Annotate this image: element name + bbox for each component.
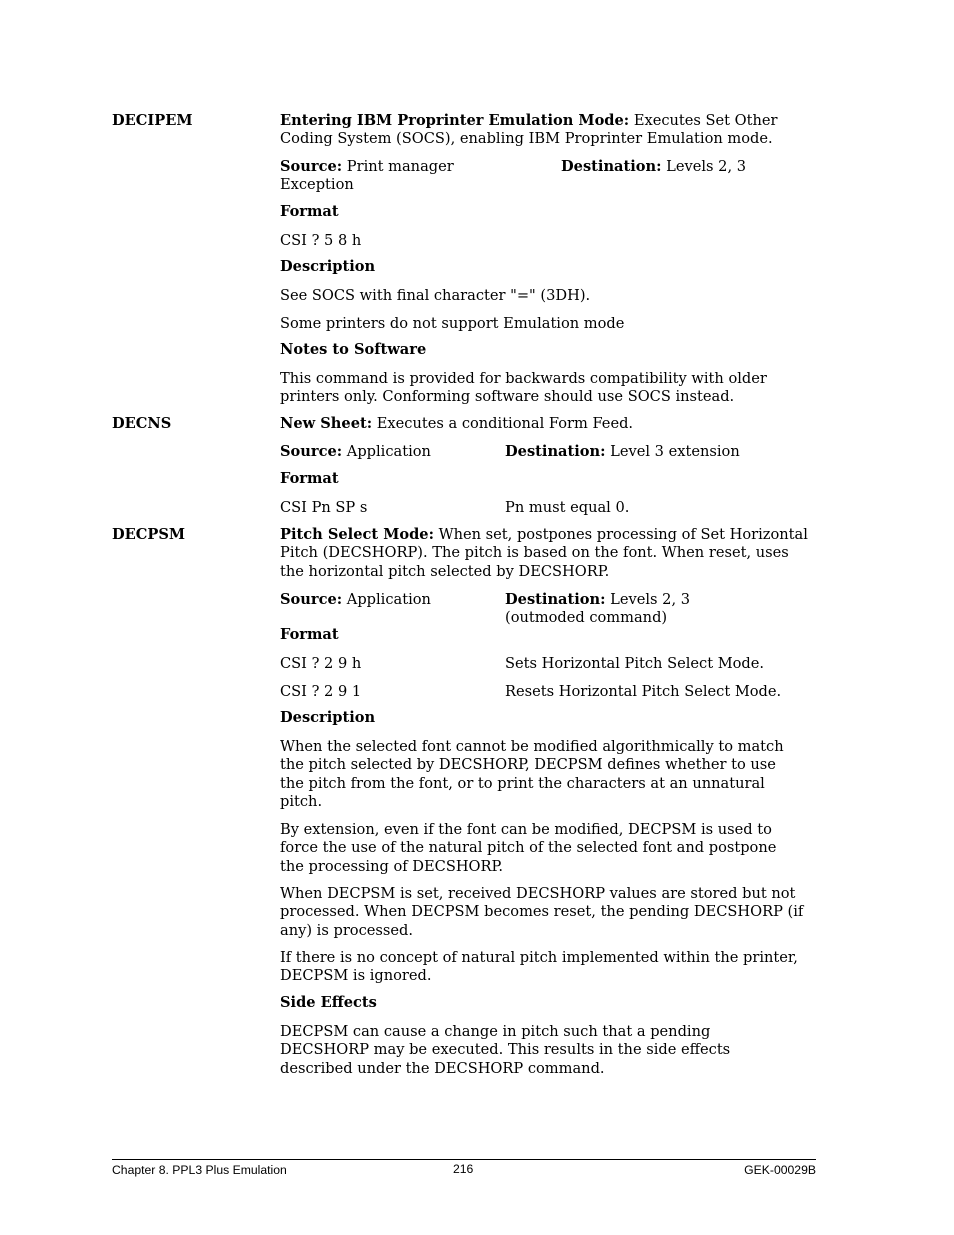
decpsm-summary-label: Pitch Select Mode: <box>280 526 434 543</box>
decipem-format-line: CSI ? 5 8 h <box>280 232 362 249</box>
decipem-dest-label: Destination: <box>561 158 662 175</box>
decipem-notes-line1: This command is provided for backwards compatibility with older <box>280 370 767 387</box>
decipem-description-heading: Description <box>280 258 376 275</box>
decpsm-description-heading: Description <box>280 709 376 726</box>
p1-line: the pitch selected by DECSHORP, DECPSM defines whether to use <box>280 756 776 774</box>
p3-line: processed. When DECPSM becomes reset, the pending DECSHORP (if <box>280 903 804 921</box>
footer-doc-id: GEK-00029B <box>744 1163 816 1177</box>
decpsm-format-line1: CSI ? 2 9 h <box>280 655 362 672</box>
p1-line: When the selected font cannot be modified algorithmically to match <box>280 738 784 755</box>
footer-chapter: Chapter 8. PPL3 Plus Emulation <box>112 1163 287 1177</box>
decpsm-destination <box>505 591 825 628</box>
p3-line: When DECPSM is set, received DECSHORP values are stored but not <box>280 885 796 902</box>
decns-source <box>280 443 500 461</box>
decipem-format-heading: Format <box>280 203 339 220</box>
decns-format-note: Pn must equal 0. <box>505 499 630 516</box>
decpsm-summary <box>280 526 820 581</box>
decns-format-heading: Format <box>280 470 339 487</box>
decns-summary-text: Executes a conditional Form Feed. <box>372 415 634 432</box>
decipem-summary-label: Entering IBM Proprinter Emulation Mode: <box>280 112 630 129</box>
p4-line: If there is no concept of natural pitch implemented within the printer, <box>280 949 798 966</box>
decns-summary-label: New Sheet: <box>280 415 373 432</box>
decipem-dest-value: Levels 2, 3 <box>661 158 747 175</box>
decipem-source-label: Source: <box>280 158 343 175</box>
decns-destination <box>505 443 825 461</box>
decpsm-source <box>280 591 500 609</box>
decpsm-desc-p3 <box>280 885 820 940</box>
p1-line: the pitch from the font, or to print the characters at an unnatural <box>280 774 765 792</box>
decpsm-summary-line3: the horizontal pitch selected by DECSHORP. <box>280 562 610 580</box>
p3-line: any) is processed. <box>280 921 413 939</box>
decipem-summary-line2: Coding System (SOCS), enabling IBM Proprinter Emulation mode. <box>280 130 773 148</box>
decpsm-desc-p2 <box>280 821 820 876</box>
decipem-desc-p1: See SOCS with final character "=" (3DH). <box>280 287 591 304</box>
decpsm-source-label: Source: <box>280 591 343 608</box>
term-decpsm: DECPSM <box>112 526 186 543</box>
decipem-desc-p2: Some printers do not support Emulation mode <box>280 315 625 332</box>
footer-rule <box>112 1159 816 1160</box>
p2-line: force the use of the natural pitch of the selected font and postpone <box>280 839 777 857</box>
footer-page-number: 216 <box>453 1162 474 1176</box>
decipem-summary <box>280 112 820 149</box>
decipem-notes-line2: printers only. Conforming software should use SOCS instead. <box>280 388 735 406</box>
decipem-destination <box>561 158 821 176</box>
decpsm-summary-line1: When set, postpones processing of Set Horizontal <box>433 526 808 543</box>
decpsm-source-value: Application <box>342 591 431 608</box>
decipem-source-line1: Print manager <box>342 158 454 175</box>
term-decipem: DECIPEM <box>112 112 193 129</box>
decpsm-side-effects-text <box>280 1023 820 1078</box>
decpsm-side-effects-heading: Side Effects <box>280 994 377 1011</box>
decpsm-dest-line2: (outmoded command) <box>505 609 668 627</box>
term-decns: DECNS <box>112 415 172 432</box>
decpsm-desc-p4 <box>280 949 820 986</box>
decpsm-format-note2: Resets Horizontal Pitch Select Mode. <box>505 683 782 700</box>
decipem-notes-heading: Notes to Software <box>280 341 427 358</box>
decns-source-label: Source: <box>280 443 343 460</box>
decpsm-dest-label: Destination: <box>505 591 606 608</box>
p5-line: DECSHORP may be executed. This results in the side effects <box>280 1041 731 1059</box>
p1-line: pitch. <box>280 792 323 810</box>
decpsm-dest-line1: Levels 2, 3 <box>605 591 691 608</box>
decns-format-line: CSI Pn SP s <box>280 499 368 516</box>
decpsm-format-line2: CSI ? 2 9 1 <box>280 683 362 700</box>
decipem-source-line2: Exception <box>280 176 354 194</box>
p5-line: DECPSM can cause a change in pitch such that a pending <box>280 1023 711 1040</box>
decpsm-desc-p1 <box>280 738 820 811</box>
p4-line: DECPSM is ignored. <box>280 967 432 985</box>
decns-source-value: Application <box>342 443 431 460</box>
decipem-summary-line1: Executes Set Other <box>629 112 778 129</box>
decns-summary <box>280 415 820 433</box>
decpsm-format-note1: Sets Horizontal Pitch Select Mode. <box>505 655 765 672</box>
p5-line: described under the DECSHORP command. <box>280 1059 605 1077</box>
decpsm-summary-line2: Pitch (DECSHORP). The pitch is based on the font. When reset, uses <box>280 544 789 562</box>
decns-dest-value: Level 3 extension <box>605 443 740 460</box>
p2-line: the processing of DECSHORP. <box>280 857 504 875</box>
decipem-notes <box>280 370 820 407</box>
decns-dest-label: Destination: <box>505 443 606 460</box>
decpsm-format-heading: Format <box>280 626 339 643</box>
decipem-source <box>280 158 540 195</box>
p2-line: By extension, even if the font can be modified, DECPSM is used to <box>280 821 772 838</box>
